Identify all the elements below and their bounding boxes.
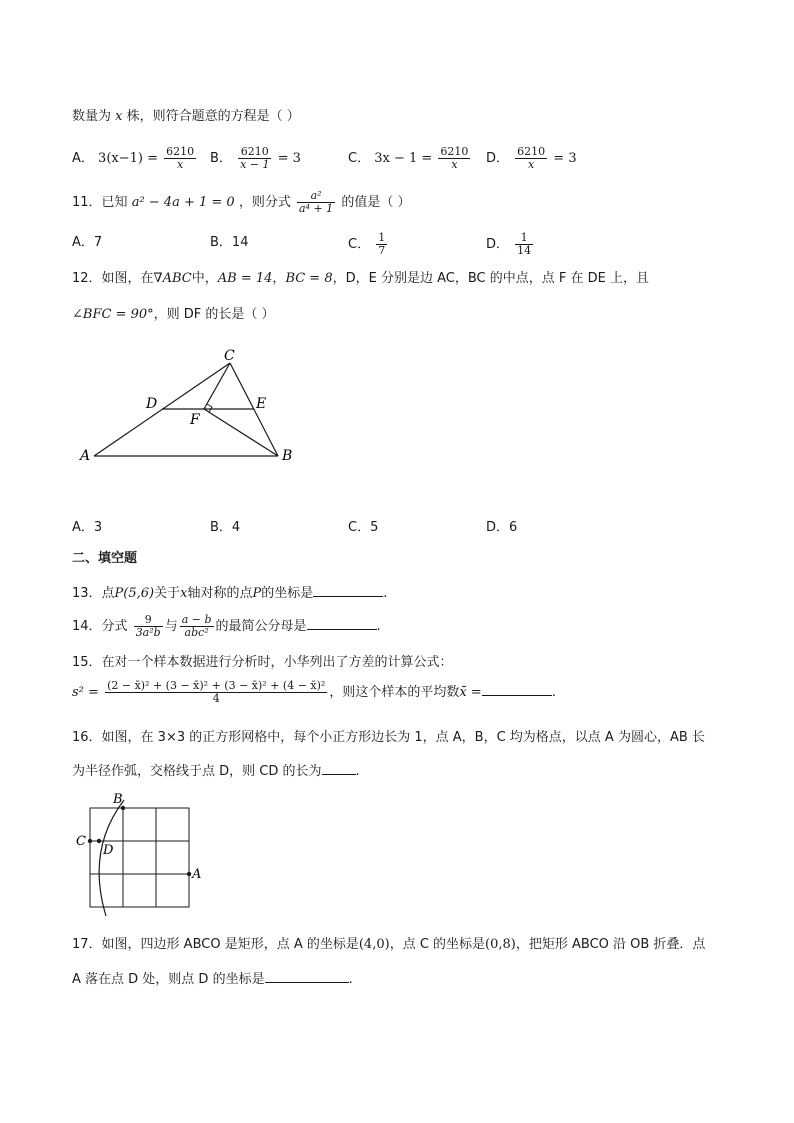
section-title: 二、填空题	[72, 551, 138, 566]
option-fraction	[438, 146, 470, 171]
q12-sep: ，	[272, 271, 286, 286]
q12-text-c: ，D，E 分别是边 AC，BC 的中点，点 F 在 DE 上，且	[332, 271, 649, 286]
q13-text-a: 13．点	[72, 586, 115, 601]
fraction-denominator: 7	[378, 244, 386, 257]
option-rhs: = 3	[277, 151, 301, 166]
q15-text: ，则这个样本的平均数	[329, 685, 460, 700]
q11-fraction	[297, 190, 335, 215]
q15-lhs: s² =	[72, 685, 99, 700]
q12-triangle-figure	[78, 344, 308, 466]
q15-formula-line	[72, 680, 556, 705]
label-c: C	[224, 348, 235, 364]
answer-blank[interactable]	[265, 968, 349, 983]
q15-line1: 15．在对一个样本数据进行分析时，小华列出了方差的计算公式：	[72, 655, 453, 670]
q12-bc: BC = 8	[285, 271, 333, 286]
q13-p: P	[252, 586, 262, 601]
label-f: F	[190, 412, 200, 428]
fraction-numerator: 1	[378, 231, 386, 244]
option-fraction	[515, 146, 547, 171]
option-text: 6	[509, 520, 518, 535]
q15-fraction	[105, 680, 327, 705]
option-label: B．	[210, 520, 232, 535]
q13-text-c: 轴对称的点	[187, 586, 253, 601]
option-label: D．	[486, 237, 510, 252]
option-fraction	[515, 232, 533, 257]
option-label: A．	[72, 235, 94, 250]
q16-end: .	[355, 764, 360, 779]
label-b: B	[282, 448, 293, 464]
label-e: E	[256, 396, 267, 412]
fraction-numerator: 6210	[517, 145, 546, 158]
fraction-denominator: a⁴ + 1	[298, 202, 334, 215]
q10-stem	[72, 108, 300, 126]
fraction-denominator: x	[451, 158, 458, 171]
q11-option-c	[348, 232, 389, 257]
q10-stem-text-b: 株，则符合题意的方程是（ ）	[126, 109, 300, 124]
fraction-numerator: 6210	[238, 146, 271, 159]
fraction-numerator: 1	[515, 232, 533, 245]
q15-end: .	[551, 685, 556, 700]
q17-coord-c: (0,8)	[485, 937, 516, 952]
label-c: C	[76, 834, 86, 849]
q17-text-c: ，把矩形 ABCO 沿 OB 折叠．点	[515, 937, 706, 952]
fraction-denominator: x	[528, 158, 535, 171]
q13-point: P(5,6)	[114, 586, 155, 601]
point-d	[97, 839, 101, 843]
fraction-numerator: a²	[297, 190, 335, 203]
q12-option-c	[348, 519, 378, 537]
segment-cf	[204, 363, 230, 409]
option-text: 3	[93, 520, 103, 535]
label-a: A	[192, 867, 202, 882]
option-text: 7	[93, 235, 103, 250]
option-text: 5	[370, 520, 379, 535]
option-fraction	[164, 146, 196, 171]
q14	[72, 614, 381, 639]
q13-text-d: 的坐标是	[261, 586, 314, 601]
q17-text-a: 17．如图，四边形 ABCO 是矩形，点 A 的坐标是	[72, 937, 359, 952]
q10-stem-text-a: 数量为	[72, 109, 112, 124]
fraction-numerator: a − b	[181, 613, 212, 626]
q12-option-d	[486, 519, 517, 537]
label-d: D	[103, 843, 114, 858]
q16-line2	[72, 760, 360, 781]
label-a: A	[80, 448, 91, 464]
q12-angle: ∠BFC = 90°	[72, 307, 154, 322]
q11-option-b	[210, 234, 248, 252]
q12-stem-line2	[72, 306, 275, 324]
q11-mid: ，则分式	[238, 195, 291, 210]
q14-text-a: 14．分式	[72, 619, 128, 634]
fraction-denominator: 14	[517, 244, 532, 257]
q14-fraction-2	[180, 614, 214, 639]
option-label: D．	[486, 520, 510, 535]
fraction-denominator: x	[177, 158, 184, 171]
q12-option-b	[210, 519, 240, 537]
option-label: A．	[72, 520, 94, 535]
option-text: 4	[231, 520, 241, 535]
q16-grid-figure	[72, 790, 212, 920]
q12-option-a	[72, 519, 102, 537]
option-lhs: 3x − 1 =	[374, 151, 433, 166]
option-text: 14	[231, 235, 249, 250]
answer-blank[interactable]	[482, 681, 552, 696]
answer-blank[interactable]	[313, 582, 383, 597]
q11-stem	[72, 190, 410, 215]
option-label: D．	[486, 151, 510, 166]
q14-text-b: 与	[164, 619, 178, 634]
q16-text: 为半径作弧，交格线于点 D，则 CD 的长为	[72, 764, 322, 779]
arc	[99, 800, 124, 916]
q17-text-b: ，点 C 的坐标是	[389, 937, 486, 952]
q11-equation: a² − 4a + 1 = 0	[131, 195, 235, 210]
q17-line1	[72, 936, 705, 954]
option-fraction	[238, 146, 271, 171]
q13-axis: x	[180, 586, 188, 601]
q17-text-d: A 落在点 D 处，则点 D 的坐标是	[72, 972, 265, 987]
option-label: B．	[210, 235, 232, 250]
q14-fraction-1	[134, 614, 163, 639]
q13-text-b: 关于	[154, 586, 181, 601]
option-lhs: 3(x−1) =	[98, 151, 158, 166]
q12-text-b: 中，	[191, 271, 218, 286]
q11-prefix: 11．已知	[72, 195, 128, 210]
answer-blank[interactable]	[322, 760, 356, 775]
q10-option-b	[210, 146, 301, 171]
option-fraction	[376, 232, 387, 257]
fraction-denominator: 4	[212, 692, 220, 705]
option-label: C．	[348, 151, 371, 166]
q16-line1: 16．如图，在 3×3 的正方形网格中，每个小正方形边长为 1，点 A，B，C 均为格点，以点 A 为圆心，AB 长	[72, 730, 705, 745]
q11-option-a	[72, 234, 102, 252]
fraction-numerator: 6210	[166, 145, 195, 158]
q12-triangle: ∇ABC	[153, 271, 192, 286]
answer-blank[interactable]	[307, 615, 377, 630]
option-rhs: = 3	[553, 151, 577, 166]
q17-coord-a: (4,0)	[358, 937, 390, 952]
q13	[72, 582, 387, 603]
q12-text-d: ，则 DF 的长是（ ）	[153, 307, 275, 322]
label-d: D	[146, 396, 158, 412]
segment-fb	[204, 409, 278, 456]
fraction-denominator: 3a²b	[135, 626, 161, 639]
q14-text-c: 的最简公分母是	[215, 619, 307, 634]
q11-suffix: 的值是（ ）	[341, 195, 411, 210]
fraction-numerator: (2 − x̄)² + (3 − x̄)² + (3 − x̄)² + (4 − x̄)²	[107, 679, 326, 692]
option-label: B．	[210, 151, 232, 166]
option-label: C．	[348, 237, 371, 252]
fraction-numerator: 6210	[440, 145, 469, 158]
q10-option-c	[348, 146, 472, 171]
q14-end: .	[376, 619, 381, 634]
point-a	[187, 872, 191, 876]
fraction-numerator: 9	[134, 614, 163, 627]
q10-option-d	[486, 146, 577, 171]
q11-option-d	[486, 232, 535, 257]
q12-ab: AB = 14	[217, 271, 273, 286]
fraction-denominator: abc²	[184, 626, 209, 639]
q17-end: .	[348, 972, 353, 987]
fraction-denominator: x − 1	[240, 158, 270, 171]
point-c	[88, 839, 92, 843]
q10-stem-variable: x	[115, 109, 123, 124]
q15-xbar: x̄ =	[459, 685, 482, 700]
option-label: C．	[348, 520, 371, 535]
q12-stem-line1	[72, 270, 649, 288]
q13-end: .	[383, 586, 388, 601]
label-b: B	[113, 792, 123, 807]
q12-text-a: 12．如图，在	[72, 271, 154, 286]
q17-line2	[72, 968, 353, 989]
q10-option-a	[72, 146, 198, 171]
option-label: A．	[72, 151, 94, 166]
